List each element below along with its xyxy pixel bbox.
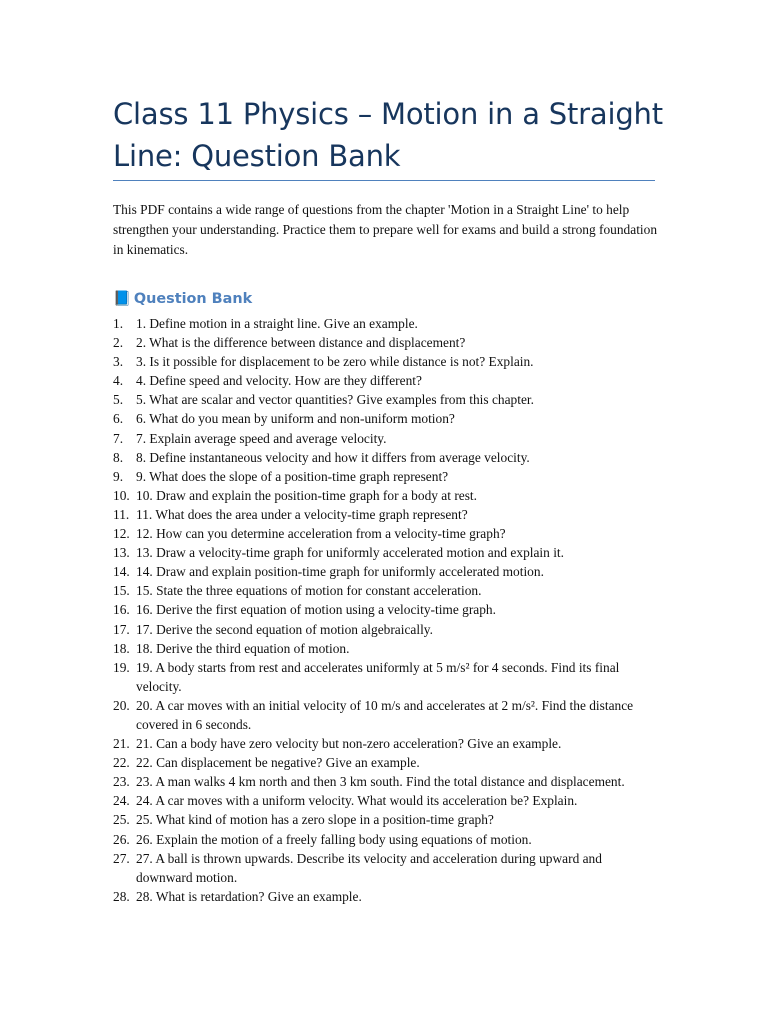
list-item bbox=[113, 887, 658, 906]
list-item bbox=[113, 772, 658, 791]
list-item-text: 14. Draw and explain position-time graph for uniformly accelerated motion. bbox=[136, 564, 544, 580]
list-item-number: 13. bbox=[113, 545, 130, 561]
list-item bbox=[113, 543, 658, 562]
list-item-number: 14. bbox=[113, 564, 130, 580]
list-item-number: 24. bbox=[113, 793, 130, 809]
list-item-number: 12. bbox=[113, 526, 130, 542]
section-heading bbox=[113, 288, 252, 310]
list-item-number: 28. bbox=[113, 888, 130, 904]
list-item bbox=[113, 581, 658, 600]
list-item-number: 17. bbox=[113, 621, 130, 637]
list-item-text: 8. Define instantaneous velocity and how it differs from average velocity. bbox=[136, 449, 530, 465]
list-item-number: 9. bbox=[113, 468, 124, 484]
list-item-number: 6. bbox=[113, 411, 124, 427]
list-item-text: 13. Draw a velocity-time graph for uniformly accelerated motion and explain it. bbox=[136, 545, 564, 561]
list-item bbox=[113, 734, 658, 753]
list-item bbox=[113, 696, 658, 734]
list-item bbox=[113, 810, 658, 829]
list-item-text: 3. Is it possible for displacement to be zero while distance is not? Explain. bbox=[136, 354, 534, 370]
list-item-number: 23. bbox=[113, 774, 130, 790]
list-item bbox=[113, 524, 658, 543]
list-item-number: 21. bbox=[113, 736, 130, 752]
list-item-text: 20. A car moves with an initial velocity of 10 m/s and accelerates at 2 m/s². Find the distance covered in 6 seconds. bbox=[136, 697, 634, 732]
list-item-text: 24. A car moves with a uniform velocity. What would its acceleration be? Explain. bbox=[136, 793, 578, 809]
list-item-text: 4. Define speed and velocity. How are they different? bbox=[136, 373, 422, 389]
list-item bbox=[113, 409, 658, 428]
list-item-number: 25. bbox=[113, 812, 130, 828]
list-item-number: 4. bbox=[113, 373, 124, 389]
list-item-text: 16. Derive the first equation of motion using a velocity-time graph. bbox=[136, 602, 496, 618]
book-icon: 📘 bbox=[113, 291, 131, 307]
list-item bbox=[113, 639, 658, 658]
page-title: Class 11 Physics – Motion in a Straight Line: Question Bank bbox=[113, 97, 663, 173]
title-underline bbox=[113, 180, 655, 181]
list-item-text: 25. What kind of motion has a zero slope in a position-time graph? bbox=[136, 812, 494, 828]
list-item-number: 19. bbox=[113, 659, 130, 675]
list-item-text: 11. What does the area under a velocity-time graph represent? bbox=[136, 506, 468, 522]
list-item bbox=[113, 467, 658, 486]
list-item-number: 22. bbox=[113, 755, 130, 771]
list-item bbox=[113, 352, 658, 371]
list-item-number: 15. bbox=[113, 583, 130, 599]
list-item-number: 7. bbox=[113, 430, 124, 446]
list-item bbox=[113, 390, 658, 409]
list-item-number: 16. bbox=[113, 602, 130, 618]
list-item bbox=[113, 505, 658, 524]
list-item-text: 22. Can displacement be negative? Give an example. bbox=[136, 755, 420, 771]
list-item-text: 15. State the three equations of motion for constant acceleration. bbox=[136, 583, 482, 599]
list-item-number: 26. bbox=[113, 831, 130, 847]
list-item-text: 18. Derive the third equation of motion. bbox=[136, 640, 350, 656]
list-item-number: 8. bbox=[113, 449, 124, 465]
list-item-text: 17. Derive the second equation of motion algebraically. bbox=[136, 621, 433, 637]
list-item-text: 9. What does the slope of a position-time graph represent? bbox=[136, 468, 449, 484]
list-item-number: 18. bbox=[113, 640, 130, 656]
list-item-number: 5. bbox=[113, 392, 124, 408]
list-item-text: 10. Draw and explain the position-time graph for a body at rest. bbox=[136, 487, 477, 503]
list-item bbox=[113, 429, 658, 448]
question-list bbox=[113, 314, 658, 906]
list-item bbox=[113, 620, 658, 639]
list-item bbox=[113, 658, 658, 696]
list-item bbox=[113, 562, 658, 581]
list-item-text: 27. A ball is thrown upwards. Describe its velocity and acceleration during upward and downward motion. bbox=[136, 850, 602, 885]
list-item-text: 21. Can a body have zero velocity but non-zero acceleration? Give an example. bbox=[136, 736, 562, 752]
list-item-text: 12. How can you determine acceleration from a velocity-time graph? bbox=[136, 526, 506, 542]
list-item-number: 10. bbox=[113, 487, 130, 503]
list-item-text: 19. A body starts from rest and accelerates uniformly at 5 m/s² for 4 seconds. Find its final velocity. bbox=[136, 659, 620, 694]
list-item-number: 2. bbox=[113, 335, 124, 351]
list-item-text: 2. What is the difference between distance and displacement? bbox=[136, 335, 466, 351]
intro-paragraph: This PDF contains a wide range of questions from the chapter 'Motion in a Straight Line' to help strengthen your understanding. Practice them to prepare well for exams and build a strong foundation in kinematics. bbox=[113, 202, 658, 257]
list-item-text: 7. Explain average speed and average velocity. bbox=[136, 430, 387, 446]
list-item-text: 28. What is retardation? Give an example. bbox=[136, 888, 362, 904]
list-item bbox=[113, 753, 658, 772]
list-item-text: 1. Define motion in a straight line. Give an example. bbox=[136, 316, 418, 331]
list-item bbox=[113, 448, 658, 467]
list-item bbox=[113, 371, 658, 390]
list-item-text: 5. What are scalar and vector quantities? Give examples from this chapter. bbox=[136, 392, 534, 408]
list-item-text: 26. Explain the motion of a freely falling body using equations of motion. bbox=[136, 831, 532, 847]
list-item bbox=[113, 600, 658, 619]
list-item bbox=[113, 314, 658, 333]
list-item-number: 27. bbox=[113, 850, 130, 866]
list-item bbox=[113, 486, 658, 505]
list-item-text: 23. A man walks 4 km north and then 3 km south. Find the total distance and displacement. bbox=[136, 774, 625, 790]
list-item bbox=[113, 830, 658, 849]
list-item-number: 1. bbox=[113, 316, 124, 331]
list-item-number: 3. bbox=[113, 354, 124, 370]
list-item bbox=[113, 791, 658, 810]
list-item-number: 20. bbox=[113, 697, 130, 713]
list-item-number: 11. bbox=[113, 506, 130, 522]
list-item bbox=[113, 849, 658, 887]
section-heading-label: Question Bank bbox=[133, 291, 253, 307]
list-item bbox=[113, 333, 658, 352]
list-item-text: 6. What do you mean by uniform and non-uniform motion? bbox=[136, 411, 455, 427]
